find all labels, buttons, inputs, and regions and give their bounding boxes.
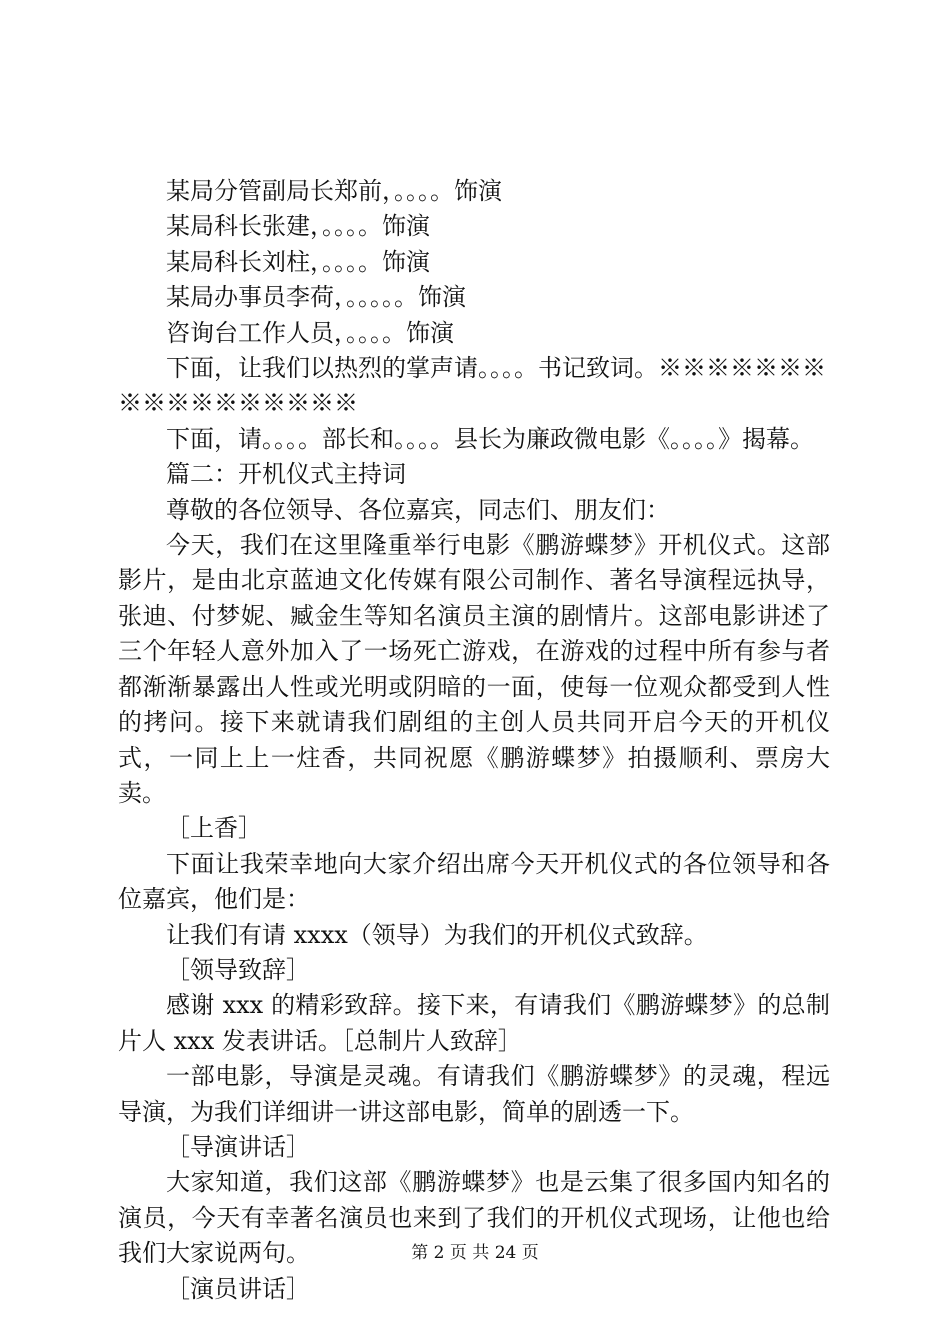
paragraph-unveiling: 下面，请。。。。部长和。。。。县长为廉政微电影《。。。。》揭幕。 [166,424,814,453]
paragraph-leader-invite: 让我们有请 xxxx（领导）为我们的开机仪式致辞。 [166,920,708,949]
cue-director-speech: ［导演讲话］ [166,1132,310,1161]
section-heading: 篇二：开机仪式主持词 [166,460,406,489]
cast-line-1: 某局分管副局长郑前，。。。。饰演 [166,177,502,205]
paragraph-producer: 感谢 xxx 的精彩致辞。接下来，有请我们《鹏游蝶梦》的总制片人 xxx 发表讲话。［总制片人致辞］ [118,991,830,1055]
cue-leader-speech: ［领导致辞］ [166,955,310,984]
paragraph-actors: 大家知道，我们这部《鹏游蝶梦》也是云集了很多国内知名的演员，今天有幸著名演员也来到了我们的开机仪式现场，让他也给我们大家说两句。 [118,1168,830,1268]
page-footer: 第 2 页 共 24 页 [411,1243,539,1263]
paragraph-guests: 下面让我荣幸地向大家介绍出席今天开机仪式的各位领导和各位嘉宾，他们是： [118,849,830,914]
cast-line-3: 某局科长刘柱，。。。。饰演 [166,247,430,276]
cue-actor-speech: ［演员讲话］ [166,1274,310,1303]
cast-line-4: 某局办事员李荷，。。。。。饰演 [166,283,466,312]
cast-line-2: 某局科长张建，。。。。饰演 [166,212,430,241]
paragraph-director: 一部电影，导演是灵魂。有请我们《鹏游蝶梦》的灵魂，程远导演，为我们详细讲一讲这部电影，简单的剧透一下。 [118,1062,830,1126]
salutation: 尊敬的各位领导、各位嘉宾，同志们、朋友们： [166,495,670,524]
paragraph-secretary-speech: 下面，让我们以热烈的掌声请。。。。书记致词。※※※※※※※※※※※※※※※※※ [118,354,826,418]
cast-line-5: 咨询台工作人员，。。。。饰演 [166,318,454,347]
document-body [118,174,830,1307]
paragraph-introduction: 今天，我们在这里隆重举行电影《鹏游蝶梦》开机仪式。这部影片，是由北京蓝迪文化传媒有限公司制作、著名导演程远执导，张迪、付梦妮、臧金生等知名演员主演的剧情片。这部电影讲述了三个年轻人意外加入了一场死亡游戏，在游戏的过程中所有参与者都渐渐暴露出人性或光明或阴暗的一面，使每一位观众都受到人性的拷问。接下来就请我们剧组的主创人员共同开启今天的开机仪式，一同上上一炷香，共同祝愿《鹏游蝶梦》拍摄顺利、票房大卖。 [118,531,830,807]
cue-incense: ［上香］ [166,814,262,843]
